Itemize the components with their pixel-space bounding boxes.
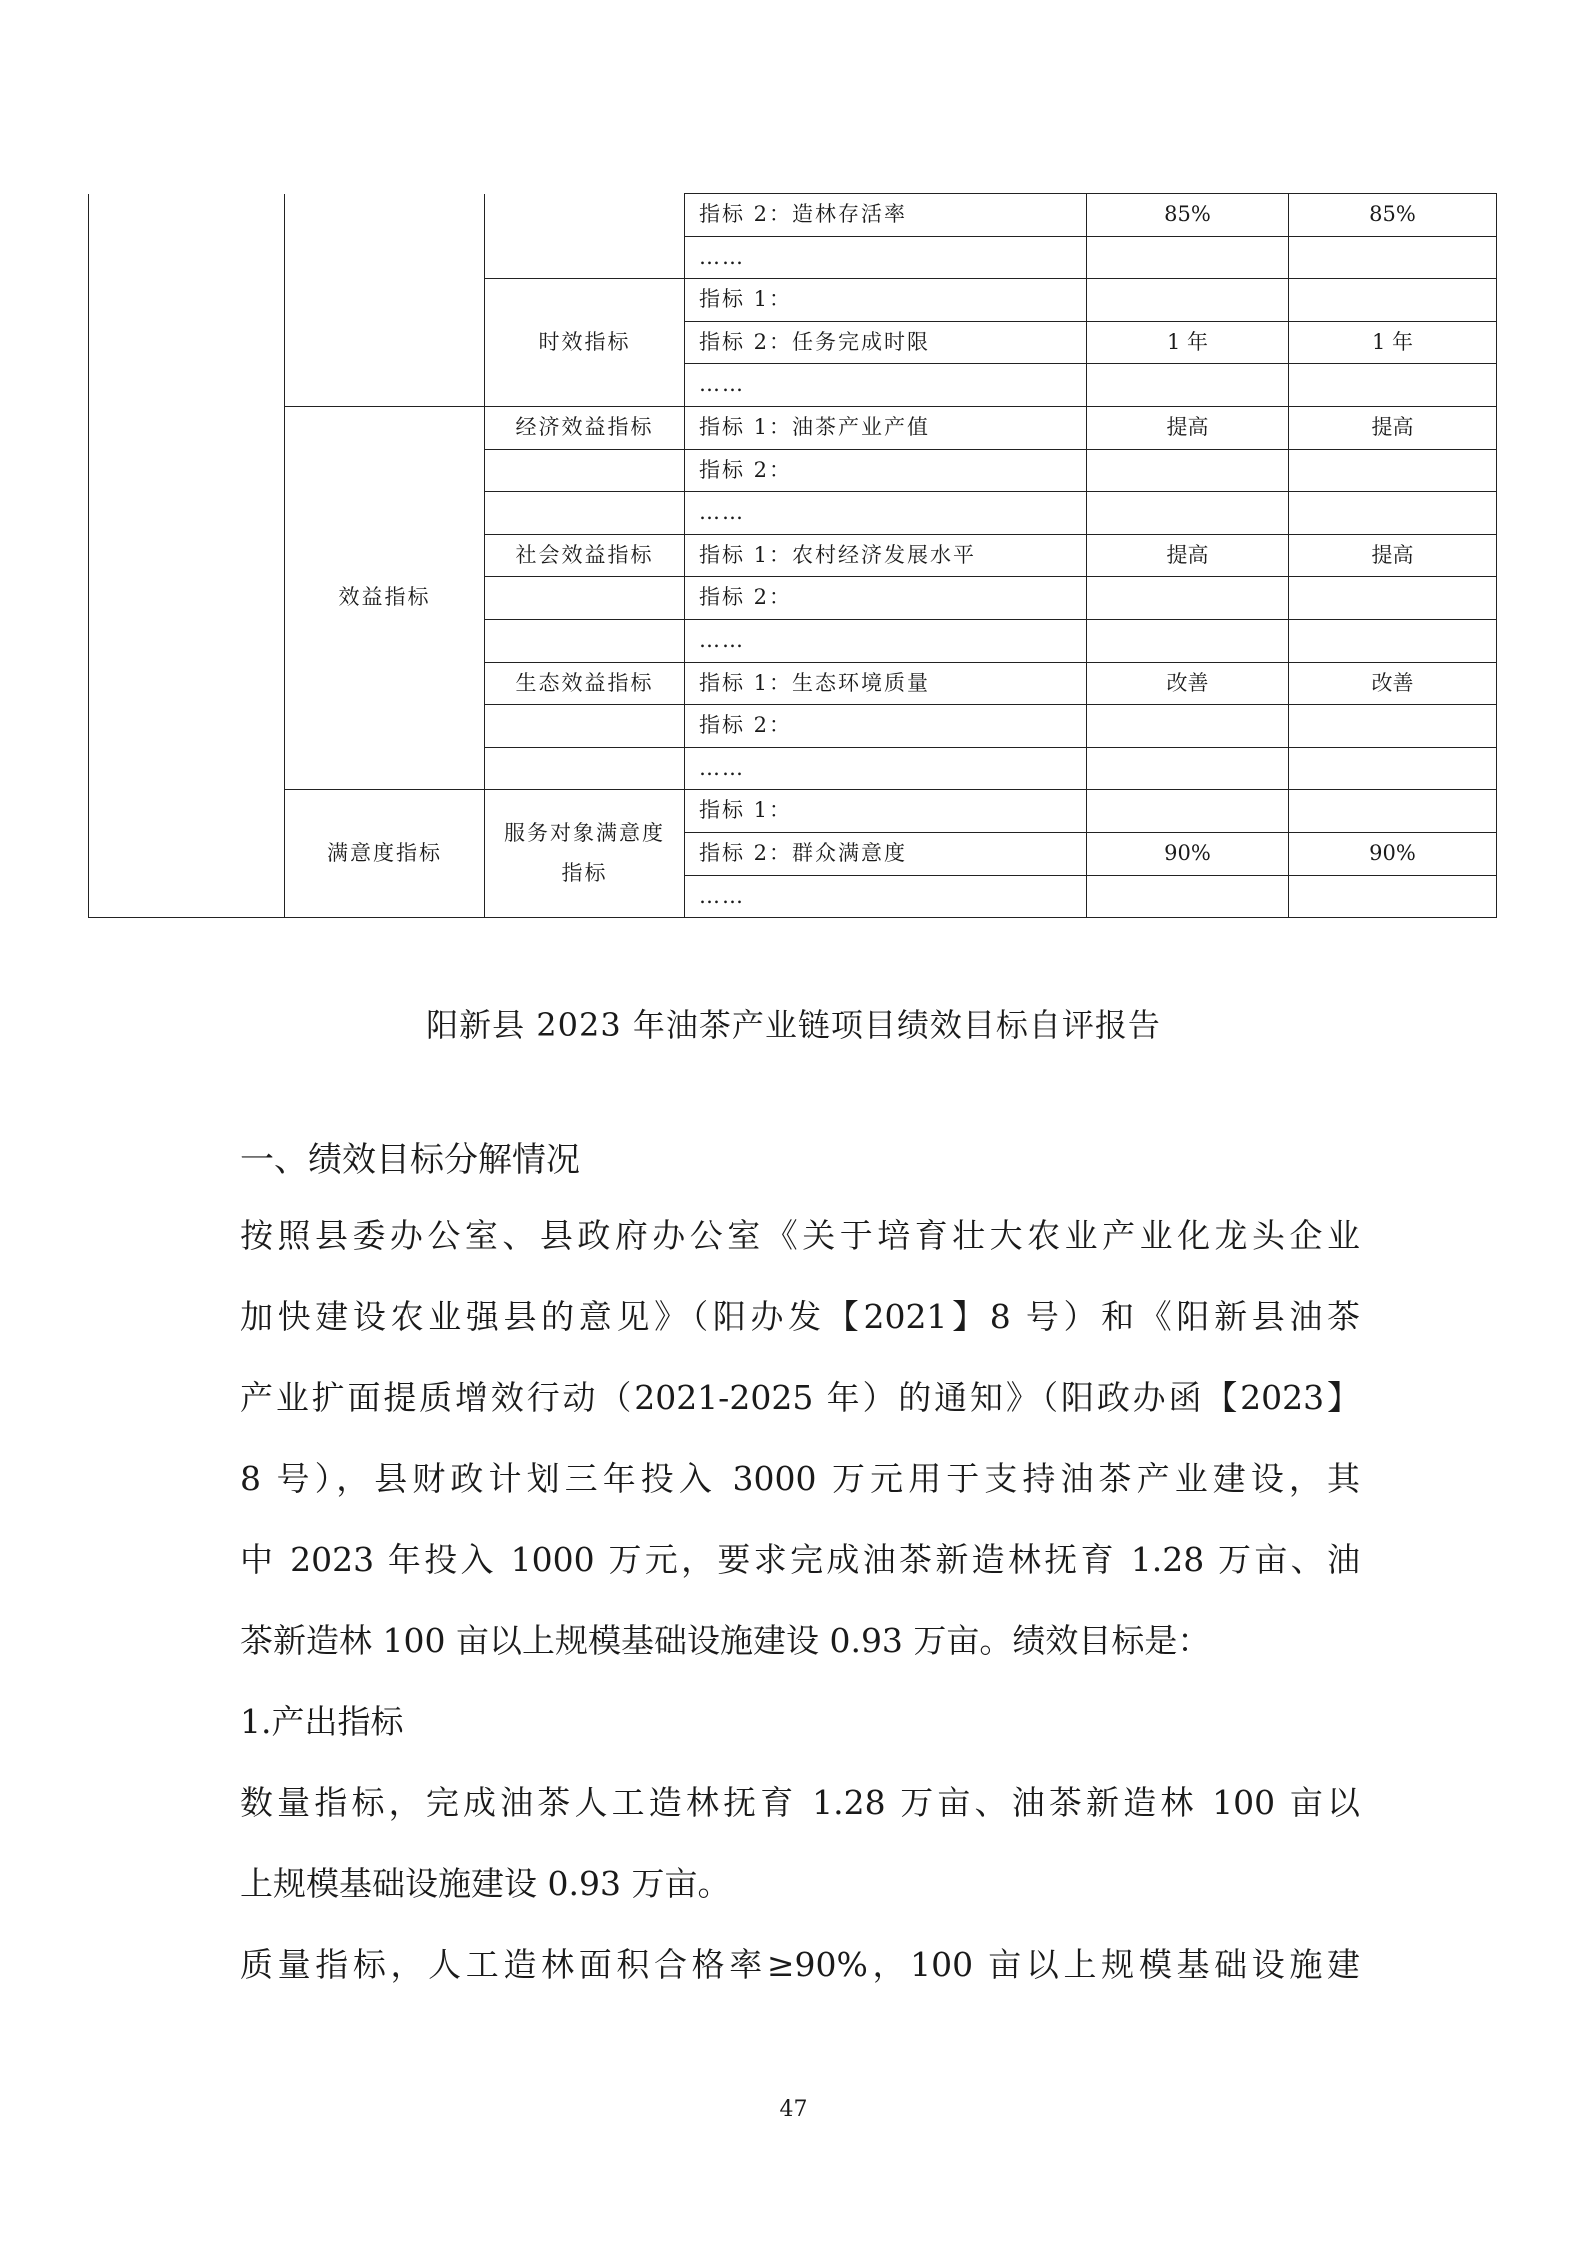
category-cell [485,577,685,620]
target-value-cell: 提高 [1087,534,1289,577]
service-satisfaction-label [485,790,685,918]
actual-value-cell: 改善 [1289,662,1497,705]
target-value-cell [1087,449,1289,492]
paragraph-line: 数量指标，完成油茶人工造林抚育 1.28 万亩、油茶新造林 100 亩以 [240,1783,1360,1822]
target-value-cell: 改善 [1087,662,1289,705]
target-value-cell: 1 年 [1087,321,1289,364]
actual-value-cell [1289,619,1497,662]
paragraph-line: 按照县委办公室、县政府办公室《关于培育壮大农业产业化龙头企业 [240,1216,1360,1255]
target-value-cell: 90% [1087,832,1289,875]
indicator-cell: 指标 2： [685,449,1087,492]
target-value-cell [1087,619,1289,662]
indicator-cell: 指标 2：群众满意度 [685,832,1087,875]
paragraph-line: 质量指标，人工造林面积合格率≥90%，100 亩以上规模基础设施建 [240,1945,1360,1984]
category-cell [485,492,685,535]
target-value-cell [1087,705,1289,748]
target-value-cell [1087,364,1289,407]
report-title: 阳新县 2023 年油茶产业链项目绩效目标自评报告 [426,1006,1161,1044]
target-value-cell [1087,577,1289,620]
indicator-cell: 指标 2：造林存活率 [685,194,1087,237]
actual-value-cell [1289,279,1497,322]
category-cell [485,619,685,662]
actual-value-cell [1289,747,1497,790]
service-label-line-1: 服务对象满意度 [504,820,665,845]
indicator-cell: 指标 2： [685,705,1087,748]
actual-value-cell [1289,492,1497,535]
service-label-line-2: 指标 [561,860,608,885]
actual-value-cell: 提高 [1289,406,1497,449]
target-value-cell [1087,875,1289,918]
timeliness-indicator-label: 时效指标 [485,279,685,407]
actual-value-cell [1289,449,1497,492]
social-benefit-label: 社会效益指标 [485,534,685,577]
category-cell [485,449,685,492]
actual-value-cell: 85% [1289,194,1497,237]
indicator-cell: 指标 1：农村经济发展水平 [685,534,1087,577]
page-number: 47 [779,2097,808,2122]
ecological-benefit-label: 生态效益指标 [485,662,685,705]
target-value-cell [1087,279,1289,322]
actual-value-cell [1289,577,1497,620]
actual-value-cell: 90% [1289,832,1497,875]
indicator-cell: …… [685,747,1087,790]
actual-value-cell [1289,236,1497,279]
category-cell [485,747,685,790]
target-value-cell [1087,236,1289,279]
benefit-indicator-label: 效益指标 [285,406,485,789]
indicator-cell: …… [685,364,1087,407]
performance-indicator-table [88,193,1497,918]
target-value-cell [1087,790,1289,833]
table-row [89,406,1497,449]
quality-indicator-cell [485,194,685,279]
indicator-cell: 指标 2： [685,577,1087,620]
economic-benefit-label: 经济效益指标 [485,406,685,449]
sub-heading: 1.产出指标 [240,1702,404,1741]
paragraph-line: 上规模基础设施建设 0.93 万亩。 [240,1864,731,1903]
category-cell [485,705,685,748]
actual-value-cell [1289,790,1497,833]
paragraph-line: 中 2023 年投入 1000 万元，要求完成油茶新造林抚育 1.28 万亩、油 [240,1540,1360,1579]
target-value-cell: 提高 [1087,406,1289,449]
indicator-cell: …… [685,619,1087,662]
target-value-cell [1087,747,1289,790]
indicator-cell: …… [685,492,1087,535]
indicator-cell: 指标 2：任务完成时限 [685,321,1087,364]
paragraph-line: 8 号），县财政计划三年投入 3000 万元用于支持油茶产业建设，其 [240,1459,1360,1498]
target-value-cell [1087,492,1289,535]
satisfaction-indicator-label: 满意度指标 [285,790,485,918]
indicator-cell: …… [685,236,1087,279]
output-indicator-cell [285,194,485,407]
paragraph-line: 加快建设农业强县的意见》（阳办发【2021】8 号）和《阳新县油茶 [240,1297,1360,1336]
target-value-cell: 85% [1087,194,1289,237]
first-level-cell [89,194,285,918]
section-heading: 一、绩效目标分解情况 [240,1140,580,1180]
indicator-cell: …… [685,875,1087,918]
indicator-cell: 指标 1： [685,279,1087,322]
indicator-cell: 指标 1：油茶产业产值 [685,406,1087,449]
indicator-cell: 指标 1： [685,790,1087,833]
table-row [89,790,1497,833]
actual-value-cell [1289,705,1497,748]
indicator-cell: 指标 1：生态环境质量 [685,662,1087,705]
actual-value-cell: 提高 [1289,534,1497,577]
actual-value-cell [1289,364,1497,407]
actual-value-cell: 1 年 [1289,321,1497,364]
table-row [89,194,1497,237]
report-body [240,1195,1360,2005]
paragraph-line: 产业扩面提质增效行动（2021-2025 年）的通知》（阳政办函【2023】 [240,1378,1360,1417]
actual-value-cell [1289,875,1497,918]
paragraph-line: 茶新造林 100 亩以上规模基础设施建设 0.93 万亩。绩效目标是： [240,1621,1211,1660]
